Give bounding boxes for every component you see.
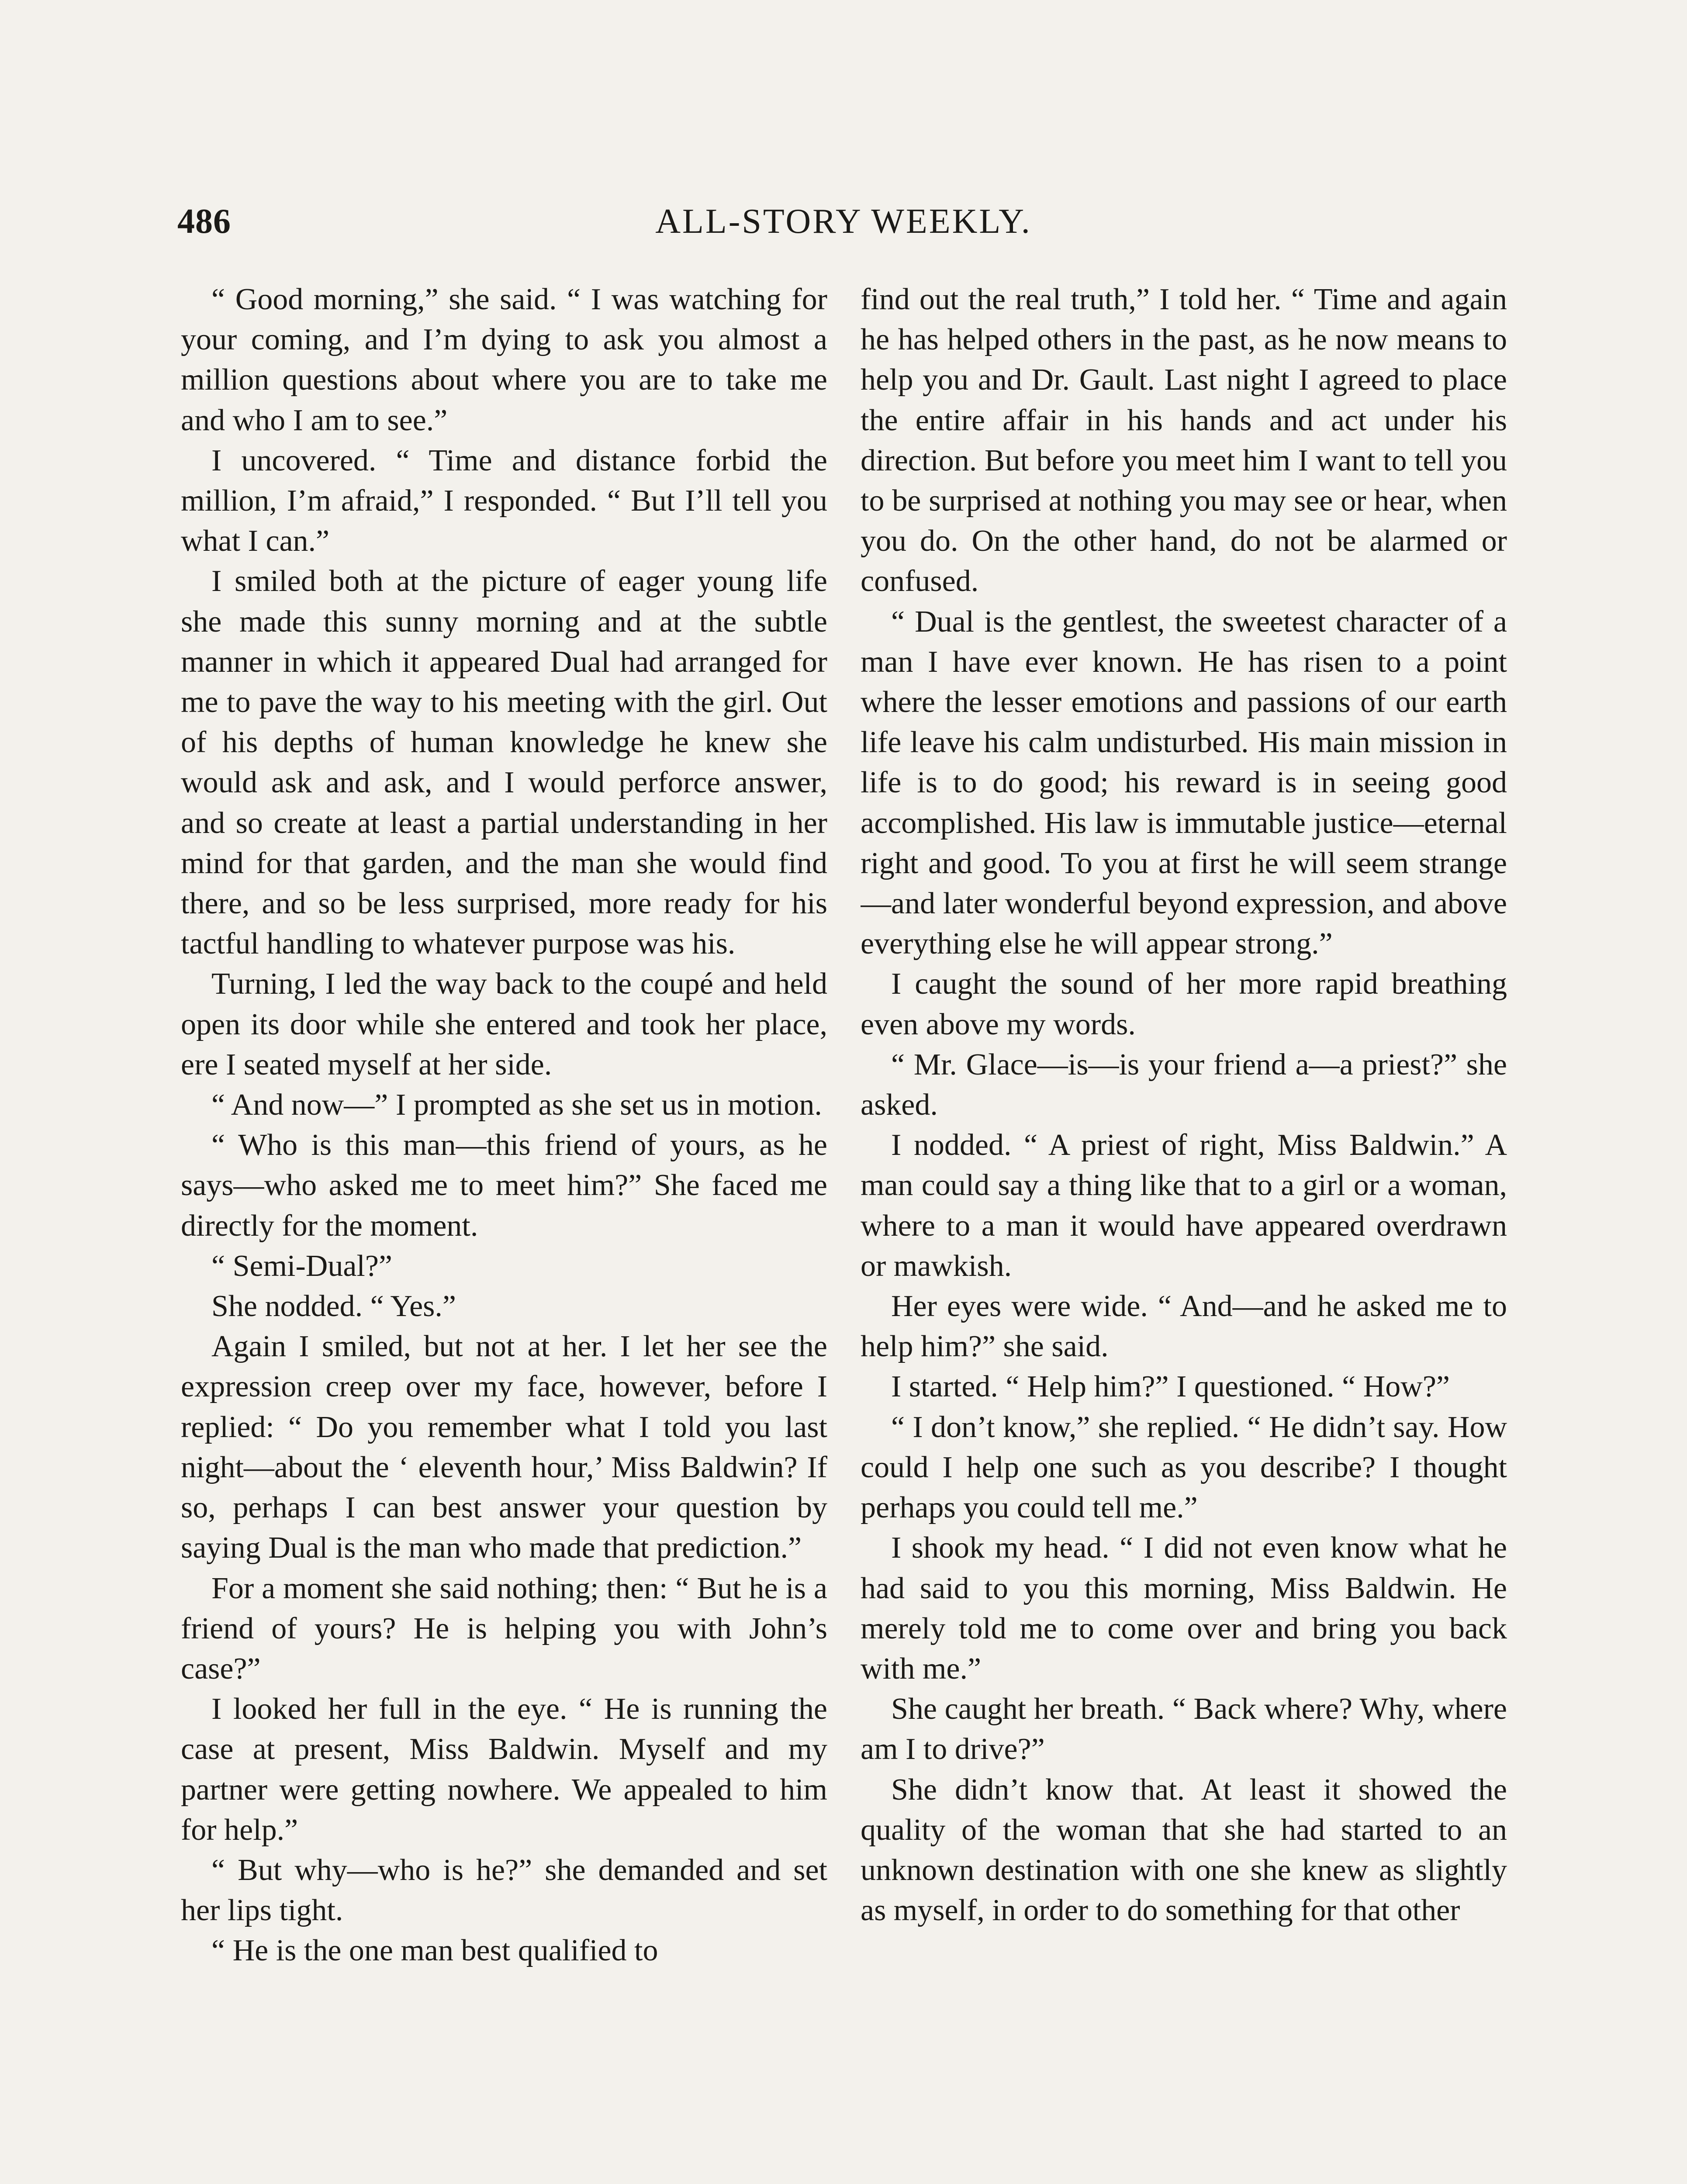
paragraph: “ Semi-Dual?” — [211, 1249, 392, 1283]
paragraph: I uncovered. “ Time and distance forbid the million, I’m afraid,” I responded. “ But I’ll tell you what I can.” — [181, 443, 827, 558]
paragraph: “ And now—” I prompted as she set us in motion. — [211, 1088, 822, 1122]
paragraph: Turning, I led the way back to the coupé and held open its door while she entered and took her place, ere I seated myself at her side. — [181, 967, 827, 1082]
page-number: 486 — [177, 202, 231, 241]
page-header — [177, 202, 1510, 250]
paragraph: “ Who is this man—this friend of yours, as he says—who asked me to meet him?” She faced me directly for the moment. — [181, 1128, 827, 1243]
paragraph: “ I don’t know,” she replied. “ He didn’t say. How could I help one such as you describe? I thought perhaps you could tell me.” — [861, 1410, 1507, 1525]
paragraph: She didn’t know that. At least it showed the quality of the woman that she had started to an unknown destination with one she knew as slightly as myself, in order to do something for that other — [861, 1773, 1507, 1928]
paragraph: I caught the sound of her more rapid breathing even above my words. — [861, 967, 1507, 1041]
paragraph: For a moment she said nothing; then: “ But he is a friend of yours? He is helping you with John’s case?” — [181, 1571, 827, 1686]
paragraph: I looked her full in the eye. “ He is running the case at present, Miss Baldwin. Myself and my partner were getting nowhere. We appealed to him for help.” — [181, 1692, 827, 1847]
paragraph: “ But why—who is he?” she demanded and set her lips tight. — [181, 1853, 827, 1928]
paragraph: “ Mr. Glace—is—is your friend a—a priest?” she asked. — [861, 1047, 1507, 1122]
paragraph: “ Dual is the gentlest, the sweetest character of a man I have ever known. He has risen to a point where the lesser emotions and passions of our earth life leave his calm undisturbed. His main mission in life is to do good; his reward is in seeing good accomplished. His law is immutable justice—eternal right and good. To you at first he will seem strange—and later wonderful beyond expression, and above everything else he will appear strong.” — [861, 605, 1507, 961]
paragraph: I smiled both at the picture of eager young life she made this sunny morning and at the subtle manner in which it appeared Dual had arranged for me to pave the way to his meeting with the girl. Out of his depths of human knowledge he knew she would ask and ask, and I would perforce answer, and so create at least a partial understanding in her mind for that garden, and the man she would find there, and so be less surprised, more ready for his tactful handling to whatever purpose was his. — [181, 564, 827, 961]
paragraph: I nodded. “ A priest of right, Miss Baldwin.” A man could say a thing like that to a girl or a woman, where to a man it would have appeared overdrawn or mawkish. — [861, 1128, 1507, 1283]
paragraph: She nodded. “ Yes.” — [211, 1289, 456, 1324]
running-title: ALL-STORY WEEKLY. — [655, 202, 1032, 241]
paragraph: “ He is the one man best qualified to — [211, 1934, 658, 1968]
paragraph: She caught her breath. “ Back where? Why, where am I to drive?” — [861, 1692, 1507, 1766]
paragraph: Her eyes were wide. “ And—and he asked me to help him?” she said. — [861, 1289, 1507, 1364]
paragraph: Again I smiled, but not at her. I let her see the expression creep over my face, however, before I replied: “ Do you remember what I told you last night—about the ‘ eleventh hour,’ Miss Baldwin? If so, perhaps I can best answer your question by saying Dual is the man who made that prediction.” — [181, 1330, 827, 1565]
paragraph: I shook my head. “ I did not even know what he had said to you this morning, Miss Baldwin. He merely told me to come over and bring you back with me.” — [861, 1531, 1507, 1686]
right-column — [861, 280, 1507, 2184]
paragraph: “ Good morning,” she said. “ I was watching for your coming, and I’m dying to ask you almost a million questions about where you are to take me and who I am to see.” — [181, 283, 827, 437]
left-column — [181, 280, 827, 2184]
paragraph: I started. “ Help him?” I questioned. “ How?” — [891, 1370, 1450, 1404]
paragraph-continued: find out the real truth,” I told her. “ Time and again he has helped others in the past, as he now means to help you and Dr. Gault. Last night I agreed to place the entire affair in his hands and act under his direction. But before you meet him I want to tell you to be surprised at nothing you may see or hear, when you do. On the other hand, do not be alarmed or confused. — [861, 283, 1507, 598]
